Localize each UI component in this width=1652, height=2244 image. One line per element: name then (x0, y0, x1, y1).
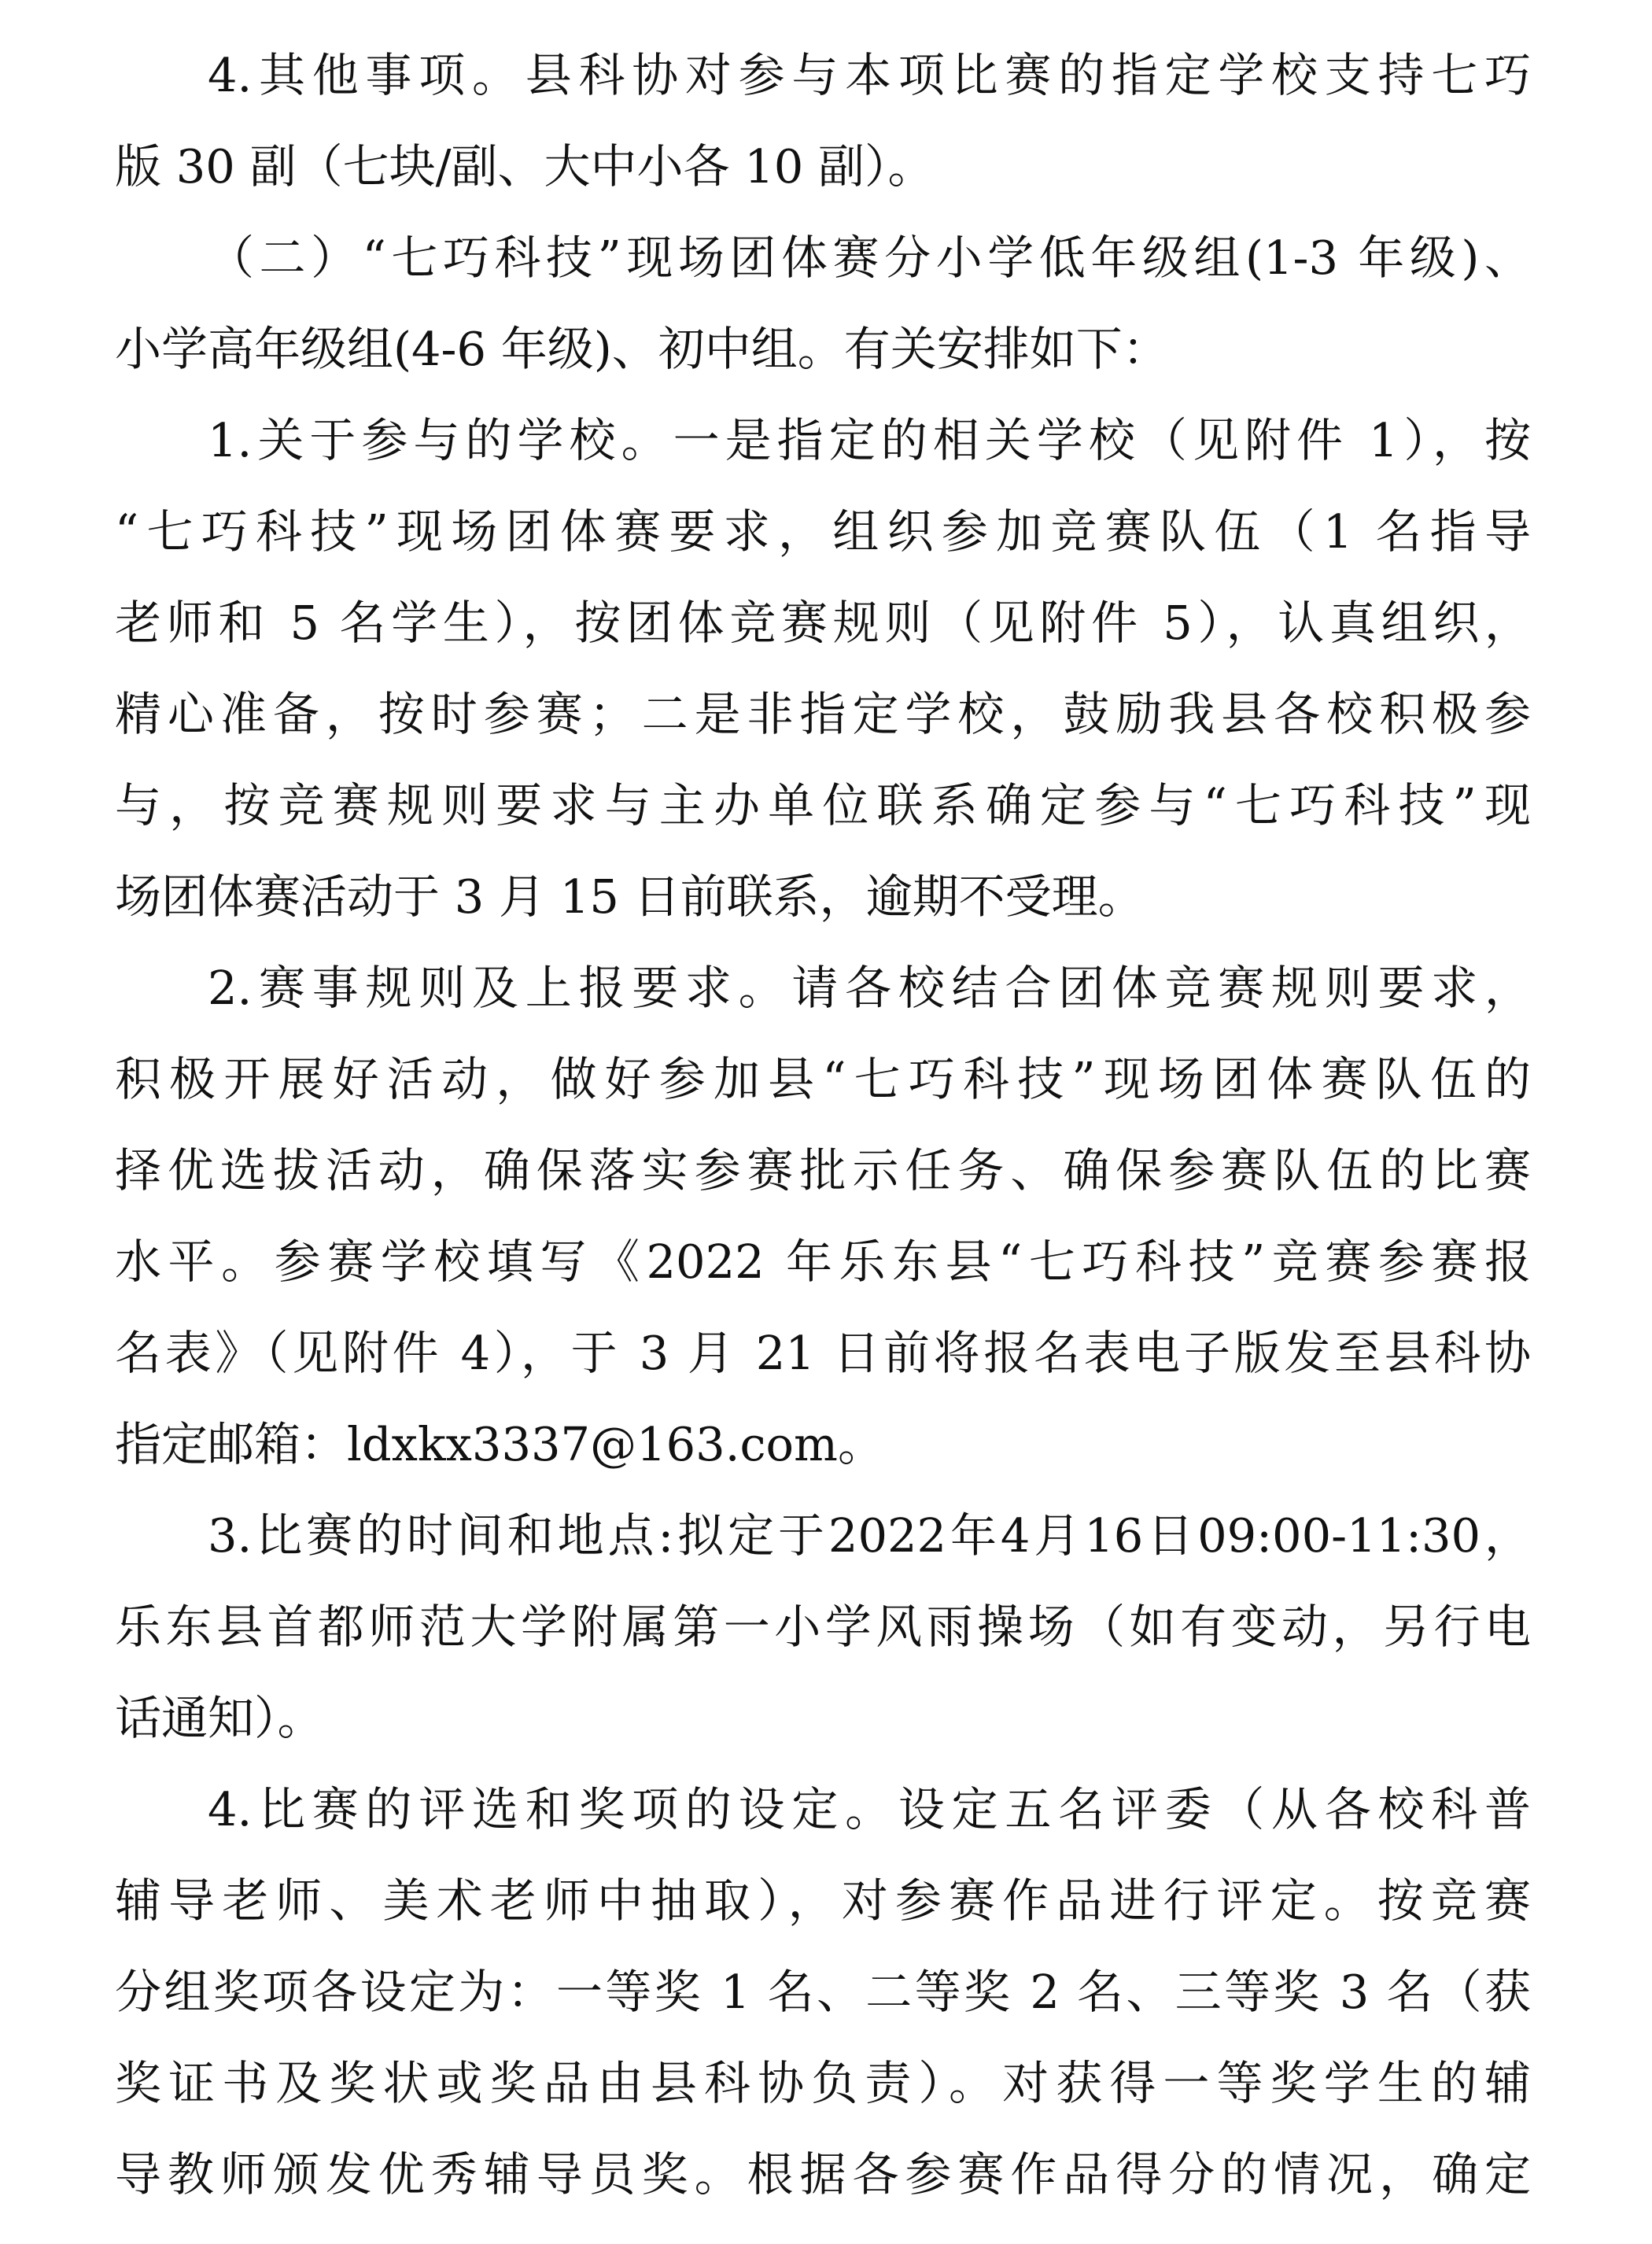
text-line: 指定邮箱：ldxkx3337@163.com。 (115, 1417, 884, 1471)
text-line: 奖证书及奖状或奖品由县科协负责）。对获得一等奖学生的辅 (115, 2056, 1531, 2110)
text-line: （二）“七巧科技”现场团体赛分小学低年级组(1-3 年级)、 (208, 231, 1531, 285)
text-line: 辅导老师、美术老师中抽取），对参赛作品进行评定。按竞赛 (115, 1873, 1531, 1928)
paragraph-time-and-place (115, 1490, 1531, 1764)
text-line: 2.赛事规则及上报要求。请各校结合团体竞赛规则要求， (208, 961, 1531, 1015)
text-line: 精心准备，按时参赛；二是非指定学校，鼓励我县各校积极参 (115, 687, 1531, 741)
text-line: 老师和 5 名学生），按团体竞赛规则（见附件 5），认真组织， (115, 596, 1531, 650)
text-line: 积极开展好活动，做好参加县“七巧科技”现场团体赛队伍的 (115, 1052, 1531, 1106)
text-line: 水平。参赛学校填写《2022 年乐东县“七巧科技”竞赛参赛报 (115, 1235, 1531, 1289)
text-line: 4.比赛的评选和奖项的设定。设定五名评委（从各校科普 (208, 1782, 1531, 1836)
text-line: 与，按竞赛规则要求与主办单位联系确定参与“七巧科技”现 (115, 778, 1531, 832)
paragraph-judging-and-awards (115, 1764, 1531, 2220)
text-line: 话通知）。 (115, 1691, 324, 1745)
text-line: 小学高年级组(4-6 年级)、初中组。有关安排如下： (115, 322, 1169, 376)
document-body (115, 30, 1531, 2220)
paragraph-team-contest-groups (115, 212, 1531, 395)
text-line: 版 30 副（七块/副、大中小各 10 副）。 (115, 139, 935, 194)
text-line: 名表》（见附件 4），于 3 月 21 日前将报名表电子版发至县科协 (115, 1326, 1531, 1380)
paragraph-participating-schools (115, 395, 1531, 943)
text-line: 导教师颁发优秀辅导员奖。根据各参赛作品得分的情况，确定 (115, 2147, 1531, 2202)
text-line: 分组奖项各设定为：一等奖 1 名、二等奖 2 名、三等奖 3 名（获 (115, 1965, 1531, 2019)
text-line: “七巧科技”现场团体赛要求，组织参加竞赛队伍（1 名指导 (115, 504, 1531, 559)
paragraph-other-matters (115, 30, 1531, 212)
paragraph-rules-and-reporting (115, 943, 1531, 1490)
text-line: 场团体赛活动于 3 月 15 日前联系，逾期不受理。 (115, 869, 1145, 924)
text-line: 择优选拔活动，确保落实参赛批示任务、确保参赛队伍的比赛 (115, 1143, 1531, 1198)
text-line: 4.其他事项。县科协对参与本项比赛的指定学校支持七巧 (208, 48, 1531, 102)
text-line: 乐东县首都师范大学附属第一小学风雨操场（如有变动，另行电 (115, 1600, 1531, 1654)
text-line: 3.比赛的时间和地点:拟定于2022年4月16日09:00-11:30， (208, 1508, 1531, 1563)
text-line: 1.关于参与的学校。一是指定的相关学校（见附件 1），按 (208, 413, 1531, 467)
